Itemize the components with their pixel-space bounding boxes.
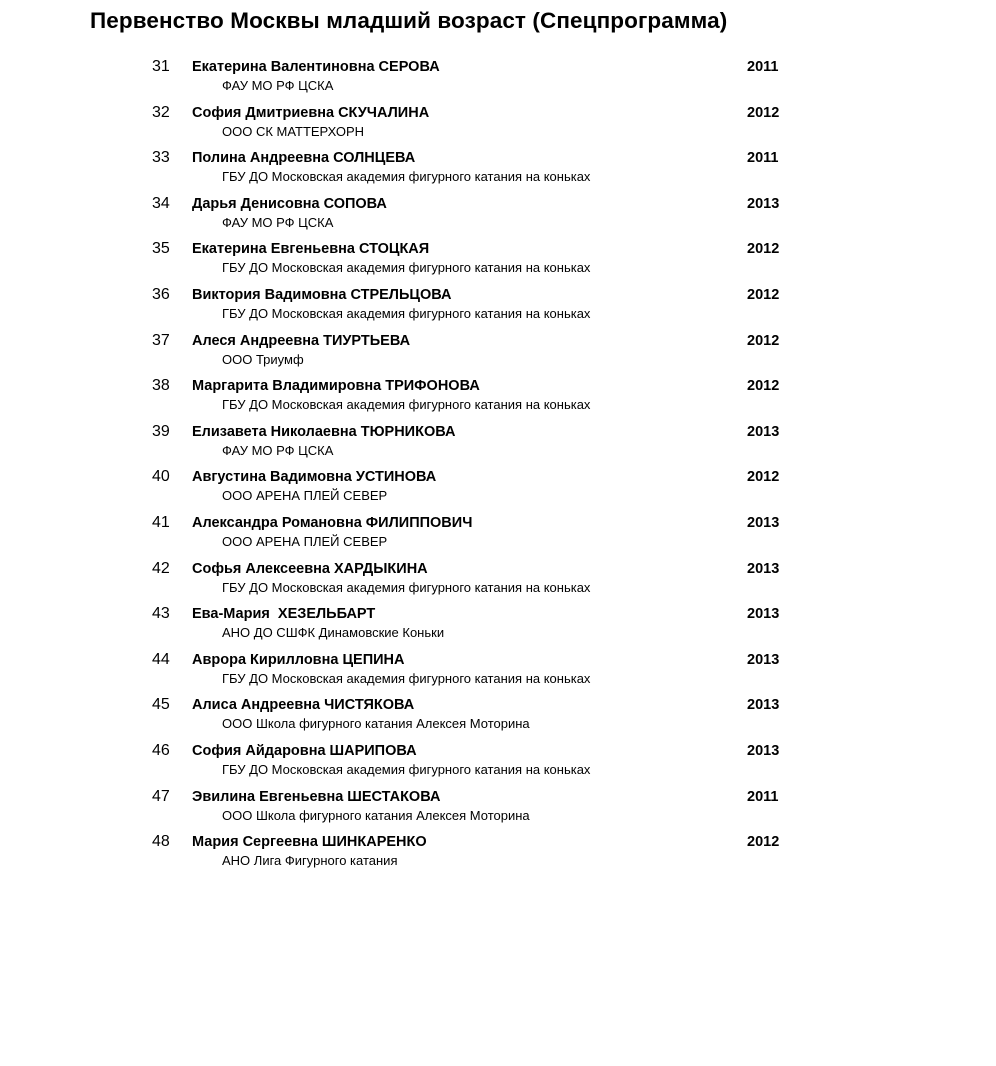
participant-organization: ООО Триумф: [222, 351, 304, 367]
list-item: [0, 741, 996, 787]
birth-year: 2011: [747, 788, 779, 805]
list-item: [0, 513, 996, 559]
birth-year: 2013: [747, 697, 780, 714]
entry-number: 38: [152, 377, 170, 395]
birth-year: 2012: [747, 378, 780, 395]
participant-organization: ГБУ ДО Московская академия фигурного катания на коньках: [222, 169, 591, 185]
list-item: [0, 239, 996, 285]
birth-year: 2012: [747, 104, 780, 121]
participant-name: Екатерина Евгеньевна СТОЦКАЯ: [192, 241, 430, 258]
participant-organization: ООО Школа фигурного катания Алексея Моторина: [222, 716, 530, 732]
participant-name: Аврора Кирилловна ЦЕПИНА: [192, 651, 405, 668]
birth-year: 2013: [747, 514, 780, 531]
participant-name: Алиса Андреевна ЧИСТЯКОВА: [192, 697, 415, 714]
entry-number: 32: [152, 103, 170, 121]
list-item: [0, 331, 996, 377]
entry-number: 45: [152, 696, 170, 714]
list-item: [0, 787, 996, 833]
entry-number: 48: [152, 833, 170, 851]
participant-organization: ГБУ ДО Московская академия фигурного катания на коньках: [222, 260, 591, 276]
birth-year: 2013: [747, 195, 780, 212]
participant-organization: ГБУ ДО Московская академия фигурного катания на коньках: [222, 579, 591, 595]
entry-number: 39: [152, 422, 170, 440]
birth-year: 2011: [747, 59, 779, 75]
birth-year: 2013: [747, 560, 780, 577]
birth-year: 2012: [747, 286, 780, 303]
entry-number: 42: [152, 559, 170, 577]
entry-number: 47: [152, 787, 170, 805]
participant-name: Полина Андреевна СОЛНЦЕВА: [192, 150, 416, 167]
participant-name: Елизавета Николаевна ТЮРНИКОВА: [192, 423, 456, 440]
list-item: [0, 285, 996, 331]
list-item: [0, 559, 996, 605]
entry-number: 41: [152, 513, 170, 531]
participant-name: Эвилина Евгеньевна ШЕСТАКОВА: [192, 788, 441, 805]
entry-number: 34: [152, 194, 170, 212]
participant-organization: ООО СК МАТТЕРХОРН: [222, 123, 365, 139]
participant-name: Маргарита Владимировна ТРИФОНОВА: [192, 378, 480, 395]
participant-name: София Айдаровна ШАРИПОВА: [192, 742, 417, 759]
entry-number: 37: [152, 331, 170, 349]
list-item: [0, 103, 996, 149]
participant-name: Александра Романовна ФИЛИППОВИЧ: [192, 514, 473, 531]
birth-year: 2013: [747, 423, 780, 440]
birth-year: 2013: [747, 742, 780, 759]
participant-organization: ФАУ МО РФ ЦСКА: [222, 214, 334, 230]
list-item: [0, 57, 996, 103]
entry-number: 36: [152, 285, 170, 303]
list-item: [0, 422, 996, 468]
participant-name: Виктория Вадимовна СТРЕЛЬЦОВА: [192, 286, 452, 303]
entry-number: 33: [152, 149, 170, 167]
participant-organization: ГБУ ДО Московская академия фигурного катания на коньках: [222, 397, 591, 413]
participant-name: Дарья Денисовна СОПОВА: [192, 195, 387, 212]
entry-number: 35: [152, 240, 170, 258]
list-item: [0, 467, 996, 513]
participant-organization: ФАУ МО РФ ЦСКА: [222, 442, 334, 458]
participant-organization: ФАУ МО РФ ЦСКА: [222, 78, 334, 93]
participant-name: Екатерина Валентиновна СЕРОВА: [192, 59, 440, 75]
birth-year: 2012: [747, 834, 780, 851]
participant-name: Ева-Мария ХЕЗЕЛЬБАРТ: [192, 606, 376, 623]
participant-organization: ООО АРЕНА ПЛЕЙ СЕВЕР: [222, 488, 388, 504]
entry-number: 46: [152, 741, 170, 759]
participant-organization: ГБУ ДО Московская академия фигурного катания на коньках: [222, 670, 591, 686]
list-item: [0, 376, 996, 422]
birth-year: 2013: [747, 606, 780, 623]
participant-name: Мария Сергеевна ШИНКАРЕНКО: [192, 834, 427, 851]
participant-organization: ГБУ ДО Московская академия фигурного катания на коньках: [222, 761, 591, 777]
list-item: [0, 148, 996, 194]
participant-organization: ООО АРЕНА ПЛЕЙ СЕВЕР: [222, 533, 388, 549]
participant-organization: ООО Школа фигурного катания Алексея Моторина: [222, 807, 530, 823]
list-item: [0, 650, 996, 696]
participant-list: [0, 57, 996, 878]
list-item: [0, 832, 996, 878]
birth-year: 2012: [747, 469, 780, 486]
birth-year: 2011: [747, 150, 779, 167]
page-title: Первенство Москвы младший возраст (Спецпрограмма): [90, 8, 728, 33]
participant-name: Августина Вадимовна УСТИНОВА: [192, 469, 437, 486]
list-item: [0, 604, 996, 650]
birth-year: 2013: [747, 651, 780, 668]
participant-organization: ГБУ ДО Московская академия фигурного катания на коньках: [222, 305, 591, 321]
entry-number: 44: [152, 650, 170, 668]
participant-name: София Дмитриевна СКУЧАЛИНА: [192, 104, 430, 121]
entry-number: 43: [152, 605, 170, 623]
participant-name: Софья Алексеевна ХАРДЫКИНА: [192, 560, 428, 577]
list-item: [0, 695, 996, 741]
list-item: [0, 194, 996, 240]
entry-number: 40: [152, 468, 170, 486]
birth-year: 2012: [747, 332, 780, 349]
participant-organization: АНО Лига Фигурного катания: [222, 853, 398, 869]
participant-name: Алеся Андреевна ТИУРТЬЕВА: [192, 332, 411, 349]
entry-number: 31: [152, 58, 170, 75]
participant-organization: АНО ДО СШФК Динамовские Коньки: [222, 625, 445, 641]
birth-year: 2012: [747, 241, 780, 258]
